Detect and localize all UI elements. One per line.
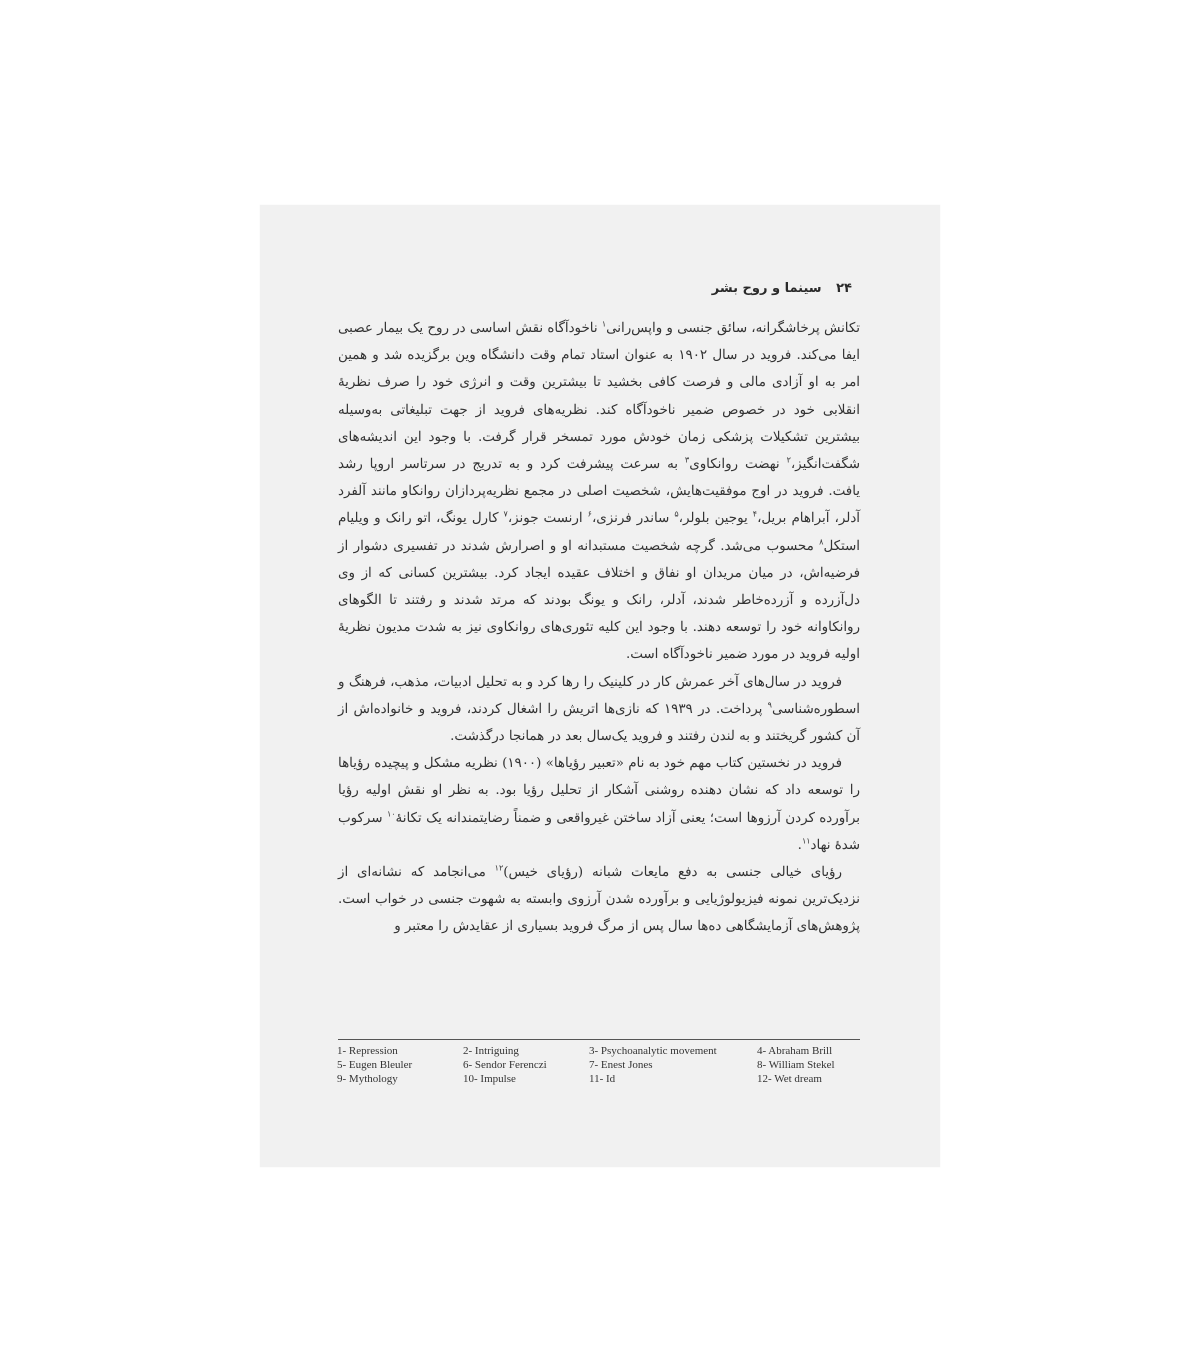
paragraph-text: سرکوب شدهٔ نهاد <box>338 810 860 853</box>
paragraph-text: یوجین بلولر، <box>678 511 753 527</box>
footnotes <box>337 1045 867 1087</box>
footnote-item: 9- Mythology <box>337 1073 398 1085</box>
book-page <box>260 205 940 1167</box>
footnote-marker: ۸ <box>819 537 824 547</box>
paragraph <box>338 859 860 941</box>
footnote-item: 11- Id <box>589 1073 616 1085</box>
footnote-item: 4- Abraham Brill <box>757 1045 833 1057</box>
paragraph-text: کارل یونگ، اتو رانک و ویلیام استکل <box>338 511 860 554</box>
footnote-item: 5- Eugen Bleuler <box>337 1059 413 1071</box>
running-title: سینما و روح بشر <box>711 281 822 296</box>
footnote-marker: ۶ <box>587 509 592 519</box>
paragraph-text: ارنست جونز، <box>507 511 588 527</box>
page-number: ۲۴ <box>836 281 852 296</box>
running-header <box>712 281 852 296</box>
footnote-marker: ۵ <box>674 509 679 519</box>
paragraph-text: رؤیای خیالی جنسی به دفع مایعات شبانه (رؤیای خیس) <box>503 865 842 881</box>
footnote-marker: ۷ <box>503 509 508 519</box>
footnote-item: 6- Sendor Ferenczi <box>463 1059 547 1071</box>
paragraph-text: فروید در نخستین کتاب مهم خود به نام «تعبیر رؤیاها» (۱۹۰۰) نظریه مشکل و پیچیده رؤیاها را توسعه داد که نشان دهنده روشنی آشکار از تحلیل رؤیا بود. به نظر او نقش اولیه رؤیا برآورده کردن آرزوها است؛ یعنی آزاد ساختن غیرواقعی و ضمناً رضایتمندانه یک تکانهٔ <box>338 756 861 826</box>
footnote-marker: ۲ <box>786 455 791 465</box>
paragraph-text: . <box>797 837 802 853</box>
footnote-marker: ۱۱ <box>801 836 811 846</box>
footnote-item: 10- Impulse <box>463 1073 516 1085</box>
footnote-marker: ۹ <box>767 700 772 710</box>
footnote-item: 12- Wet dream <box>757 1073 822 1085</box>
footnote-item: 3- Psychoanalytic movement <box>589 1045 717 1057</box>
footnote-marker: ۱ <box>601 319 607 329</box>
paragraph-text: محسوب می‌شد. گرچه شخصیت مستبدانه او و اصرارش شدند در تفسیری دشوار از فرضیه‌اش، در میان مریدان او نفاق و اختلاف عقیده ایجاد کرد. بیشترین کسانی که از وی دل‌آزرده و آزرده‌خاطر شدند، آدلر، رانک و یونگ بودند که مرتد شدند و رفتند تا الگوهای روانکاوانه خود را توسعه دهند. با وجود این کلیه تئوری‌های روانکاوی نیز به شدت مدیون نظریهٔ اولیه فروید در مورد ضمیر ناخودآگاه است. <box>338 538 860 663</box>
footnote-marker: ۳ <box>684 455 690 465</box>
paragraph-text: پرداخت. در ۱۹۳۹ که نازی‌ها اتریش را اشغال کردند، فروید و خانواده‌اش از آن کشور گریختند و به لندن رفتند و فروید یک‌سال بعد در همانجا درگذشت. <box>338 701 860 745</box>
paragraph-text: فروید در سال‌های آخر عمرش کار در کلینیک را رها کرد و به تحلیل ادبیات، مذهب، فرهنگ و اسطوره‌شناسی <box>338 674 860 717</box>
footnote-marker: ۱۰ <box>386 809 396 819</box>
footnote-item: 1- Repression <box>337 1045 398 1057</box>
footnote-divider <box>338 1039 860 1040</box>
footnote-item: 8- William Stekel <box>757 1059 835 1071</box>
paragraph-text: به سرعت پیشرفت کرد و به تدریج در سرتاسر اروپا رشد یافت. فروید در اوج موفقیت‌هایش، شخصیت اصلی در مجمع نظریه‌پردازان روانکاو مانند آلفرد آدلر، آبراهام بریل، <box>338 457 861 527</box>
footnote-marker: ۱۲ <box>494 863 504 873</box>
footnote-marker: ۴ <box>752 509 758 519</box>
paragraph-text: می‌انجامد که نشانه‌ای از نزدیک‌ترین نمونه فیزیولوژیایی و برآورده شدن آرزوی وابسته به شهوت جنسی در خواب است. پژوهش‌های آزمایشگاهی ده‌ها سال پس از مرگ فروید بسیاری از عقایدش را معتبر و <box>338 865 860 935</box>
footnote-item: 7- Enest Jones <box>589 1059 653 1071</box>
paragraph-text: ناخودآگاه نقش اساسی در روح یک بیمار عصبی ایفا می‌کند. فروید در سال ۱۹۰۲ به عنوان استاد تمام وقت دانشگاه وین برگزیده شد و همین امر به او آزادی مالی و فرصت کافی بخشید تا بیشترین وقت و انرژی خود را صرف نظریهٔ انقلابی خود در خصوص ضمیر ناخودآگاه کند. نظریه‌های فروید از جهت تبلیغاتی به‌وسیله بیشترین تشکیلات پزشکی زمان خودش مورد تمسخر قرار گرفت. با وجود این اندیشه‌های شگفت‌انگیز، <box>338 321 861 473</box>
paragraph <box>338 750 860 859</box>
paragraph <box>338 315 860 669</box>
footnote-item: 2- Intriguing <box>463 1045 519 1057</box>
paragraph-text: تکانش پرخاشگرانه، سائق جنسی و واپس‌رانی <box>606 321 860 336</box>
body-text <box>338 315 860 941</box>
paragraph <box>338 669 860 751</box>
paragraph-text: نهضت روانکاوی <box>689 457 787 473</box>
paragraph-text: ساندر فرنزی، <box>591 511 675 527</box>
